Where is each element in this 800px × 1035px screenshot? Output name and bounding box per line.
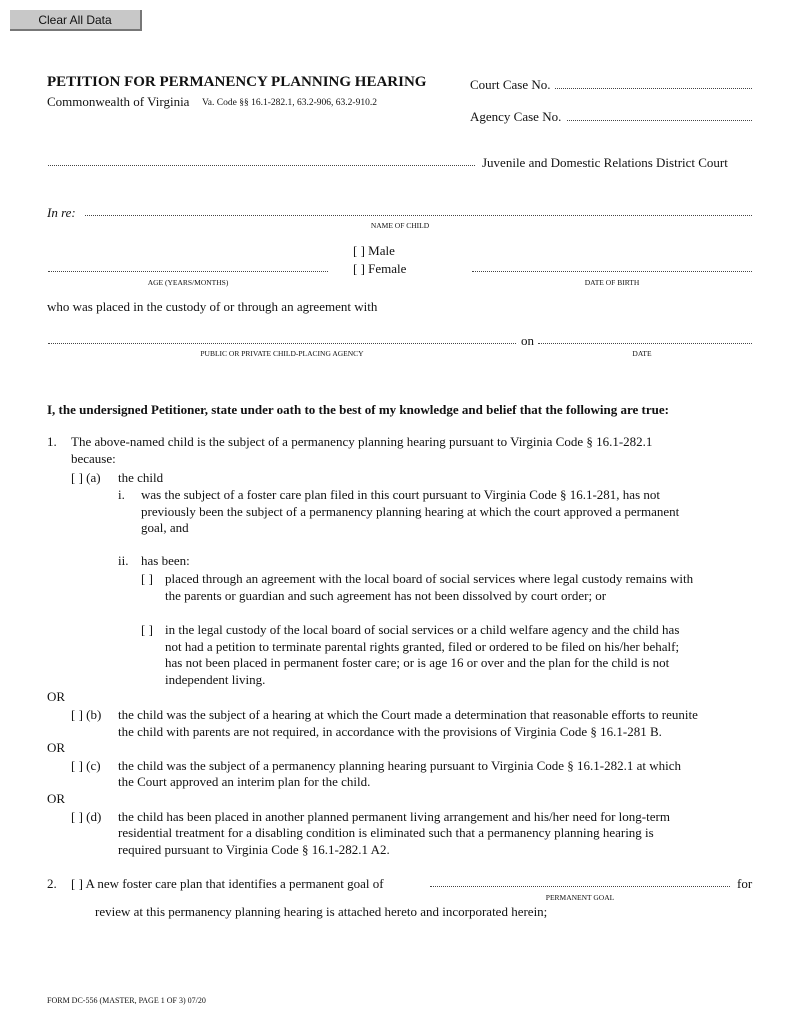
sub-ii-text: has been: (141, 553, 190, 568)
option-d-text: the child has been placed in another planned permanent living arrangement and his/her need for long-term (118, 809, 670, 824)
item2-number: 2. (47, 876, 57, 891)
option-custody-checkbox[interactable]: [ ] (141, 622, 153, 637)
option-custody-text: has not been placed in permanent foster care; or is age 16 or over and the plan for the child is not (165, 655, 670, 670)
form-footer: FORM DC-556 (MASTER, PAGE 1 OF 3) 07/20 (47, 996, 206, 1005)
agency-field[interactable] (48, 343, 516, 344)
jurisdiction: Commonwealth of Virginia (47, 94, 190, 109)
option-b-checkbox[interactable]: [ ] (b) (71, 707, 102, 722)
code-reference: Va. Code §§ 16.1-282.1, 63.2-906, 63.2-910.2 (202, 98, 377, 108)
or-label: OR (47, 791, 66, 806)
permanent-goal-label: PERMANENT GOAL (545, 893, 615, 902)
child-name-field[interactable] (85, 215, 752, 216)
sub-i-text: was the subject of a foster care plan filed in this court pursuant to Virginia Code § 16.1-281, has not (141, 487, 660, 502)
agency-case-label: Agency Case No. (470, 109, 562, 124)
item2-text: review at this permanency planning hearing is attached hereto and incorporated herein; (95, 904, 548, 919)
option-c-text: the Court approved an interim plan for the child. (118, 774, 371, 789)
on-label: on (521, 333, 534, 348)
option-c-checkbox[interactable]: [ ] (c) (71, 758, 101, 773)
item1-number: 1. (47, 434, 57, 449)
option-b-text: the child with parents are not required, in accordance with the provisions of Virginia Code § 16.1-281 B. (118, 724, 662, 739)
option-d-text: residential treatment for a disabling condition is eliminated such that a permanency planning hearing is (118, 825, 654, 840)
sub-i-text: goal, and (141, 520, 189, 535)
or-label: OR (47, 740, 66, 755)
oath-statement: I, the undersigned Petitioner, state under oath to the best of my knowledge and belief that the following are true: (47, 402, 669, 417)
male-checkbox[interactable]: [ ] Male (353, 243, 395, 258)
option-a-checkbox[interactable]: [ ] (a) (71, 470, 101, 485)
option-agreement-text: the parents or guardian and such agreement has not been dissolved by court order; or (165, 588, 607, 603)
item1-text: The above-named child is the subject of a permanency planning hearing pursuant to Virginia Code § 16.1-282.1 (71, 434, 653, 449)
option-agreement-checkbox[interactable]: [ ] (141, 571, 153, 586)
age-label: AGE (YEARS/MONTHS) (147, 278, 229, 287)
option-c-text: the child was the subject of a permanency planning hearing pursuant to Virginia Code § 16.1-282.1 at which (118, 758, 682, 773)
agency-case-field[interactable] (567, 120, 752, 121)
option-d-text: required pursuant to Virginia Code § 16.1-282.1 A2. (118, 842, 390, 857)
or-label: OR (47, 689, 66, 704)
option-agreement-text: placed through an agreement with the local board of social services where legal custody remains with (165, 571, 694, 586)
option-custody-text: independent living. (165, 672, 266, 687)
form-title: PETITION FOR PERMANENCY PLANNING HEARING (47, 74, 427, 90)
dob-label: DATE OF BIRTH (584, 278, 640, 287)
option-b-text: the child was the subject of a hearing at which the Court made a determination that reasonable efforts to reunite (118, 707, 698, 722)
age-field[interactable] (48, 271, 328, 272)
in-re-label: In re: (47, 205, 76, 220)
for-label: for (737, 876, 753, 891)
sub-i-text: previously been the subject of a permanency planning hearing at which the court approved a permanent (141, 504, 680, 519)
court-case-field[interactable] (555, 88, 752, 89)
dob-field[interactable] (472, 271, 752, 272)
court-case-label: Court Case No. (470, 77, 551, 92)
permanent-goal-field[interactable] (430, 886, 730, 887)
placement-date-field[interactable] (538, 343, 752, 344)
option-custody-text: in the legal custody of the local board of social services or a child welfare agency and the child has (165, 622, 680, 637)
item1-text: because: (71, 451, 116, 466)
option-a-text: the child (118, 470, 164, 485)
sub-i-number: i. (118, 487, 125, 502)
sub-ii-number: ii. (118, 553, 129, 568)
clear-all-data-button[interactable]: Clear All Data (10, 10, 142, 31)
court-name: Juvenile and Domestic Relations District Court (482, 155, 728, 170)
female-checkbox[interactable]: [ ] Female (353, 261, 407, 276)
agency-label: PUBLIC OR PRIVATE CHILD-PLACING AGENCY (200, 349, 364, 358)
item2-checkbox-text[interactable]: [ ] A new foster care plan that identifies a permanent goal of (71, 876, 384, 891)
placed-text: who was placed in the custody of or through an agreement with (47, 299, 378, 314)
option-custody-text: not had a petition to terminate parental rights granted, filed or ordered to be filed on his/her behalf; (165, 639, 680, 654)
option-d-checkbox[interactable]: [ ] (d) (71, 809, 102, 824)
name-of-child-label: NAME OF CHILD (370, 221, 430, 230)
date-label: DATE (632, 349, 652, 358)
court-location-field[interactable] (48, 165, 475, 166)
